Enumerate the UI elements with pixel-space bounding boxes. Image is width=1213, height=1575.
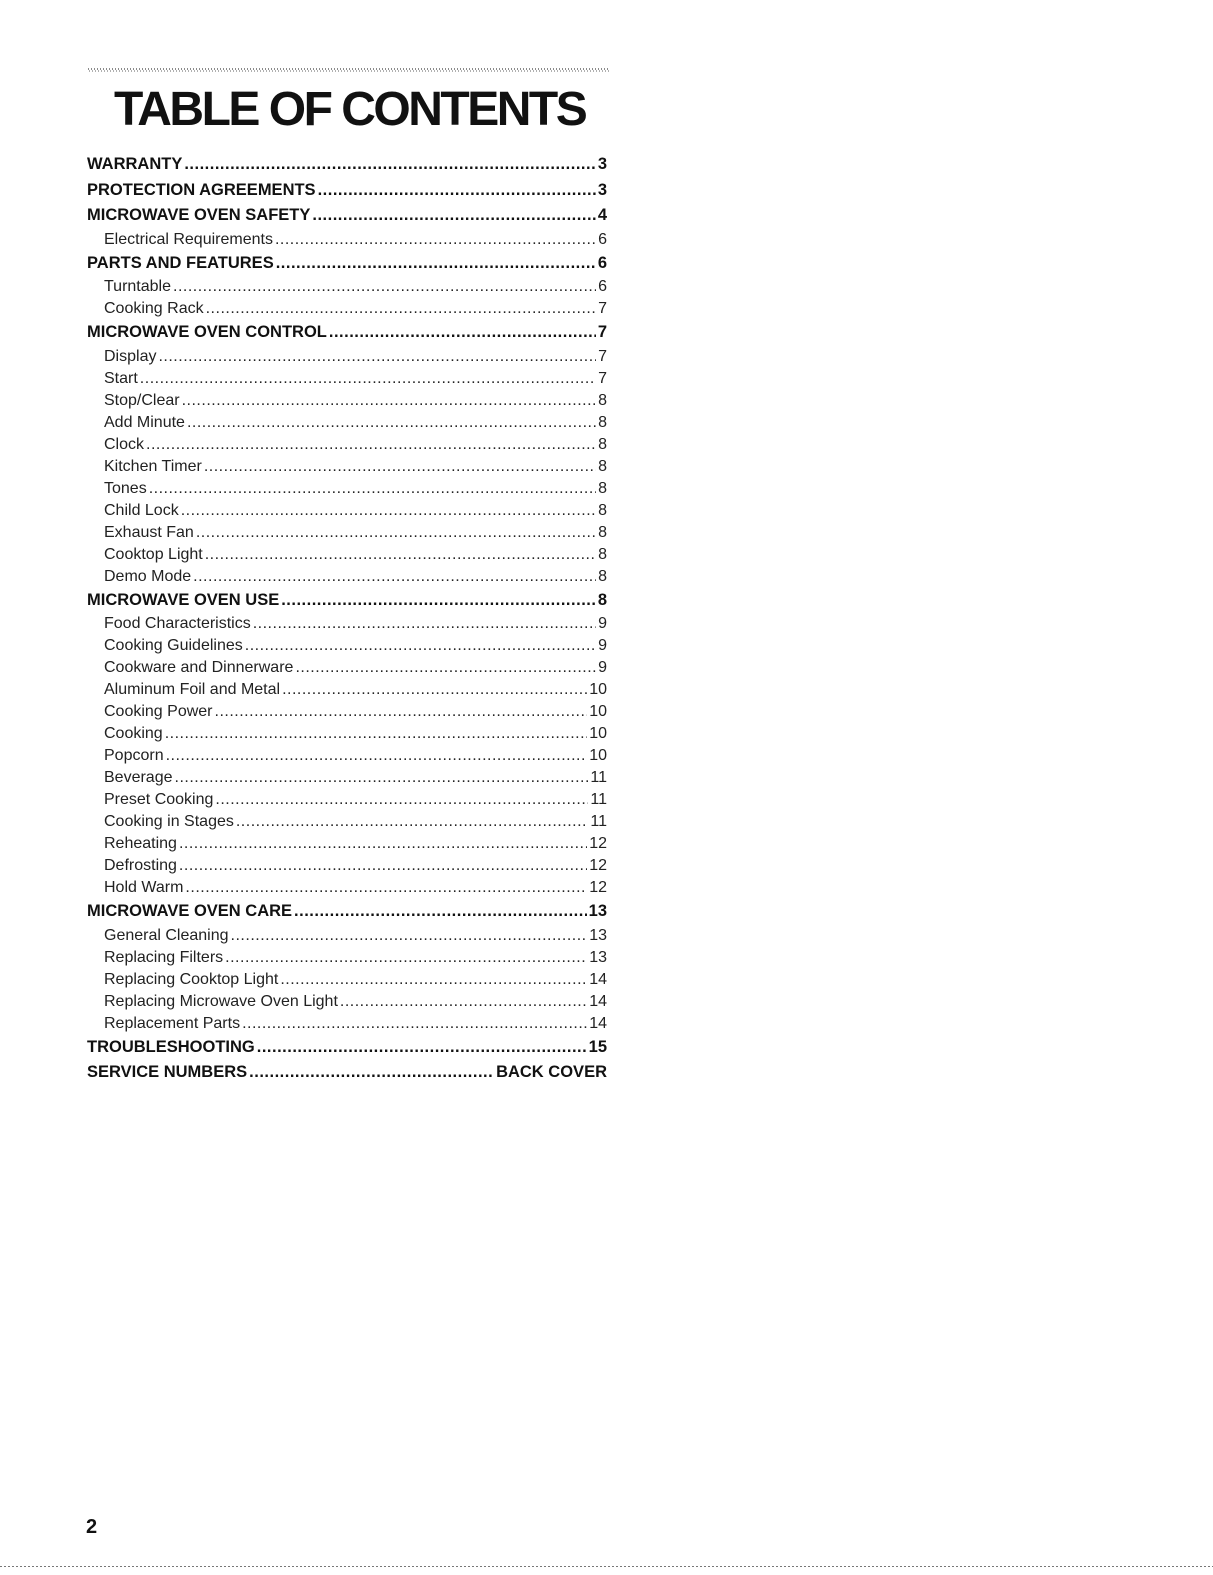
toc-entry[interactable] — [87, 152, 607, 178]
table-of-contents — [87, 152, 607, 1086]
toc-entry-page: 10 — [589, 725, 607, 742]
toc-entry-page: 8 — [598, 457, 607, 475]
toc-entry-page: 12 — [589, 879, 607, 896]
toc-entry-page: 7 — [597, 323, 607, 341]
toc-entry-page: 8 — [598, 501, 607, 519]
toc-entry-page: 10 — [589, 703, 607, 720]
dot-leader — [158, 346, 596, 368]
toc-entry-label: Display — [104, 347, 157, 365]
toc-entry-label: Replacing Filters — [104, 948, 224, 966]
top-dotted-rule — [88, 68, 610, 72]
toc-entry-label: Aluminum Foil and Metal — [104, 681, 281, 698]
dot-leader — [231, 925, 588, 947]
toc-subentry[interactable] — [87, 991, 607, 1013]
toc-entry-label: Electrical Requirements — [104, 230, 273, 248]
toc-entry[interactable] — [87, 178, 607, 204]
toc-subentry[interactable] — [87, 767, 607, 789]
dot-leader — [140, 368, 596, 390]
dot-leader — [340, 991, 587, 1013]
toc-entry-page: 12 — [589, 857, 607, 874]
toc-subentry[interactable] — [87, 877, 607, 899]
toc-entry-label: WARRANTY — [87, 155, 183, 173]
dot-leader — [146, 434, 596, 456]
dot-leader — [205, 544, 596, 566]
toc-subentry[interactable] — [87, 657, 607, 679]
toc-entry-label: Cooking Power — [104, 703, 213, 720]
toc-entry-page: 13 — [589, 948, 607, 966]
toc-entry-label: Cookware and Dinnerware — [104, 659, 294, 676]
toc-entry-label: Reheating — [104, 835, 177, 852]
dot-leader — [236, 811, 589, 833]
toc-subentry[interactable] — [87, 346, 607, 368]
dot-leader — [179, 855, 587, 877]
dot-leader — [193, 566, 596, 588]
dot-leader — [175, 767, 589, 789]
dot-leader — [165, 723, 588, 745]
toc-entry-page: 13 — [589, 926, 607, 944]
dot-leader — [312, 203, 595, 229]
toc-subentry[interactable] — [87, 745, 607, 767]
toc-entry-label: Add Minute — [104, 413, 185, 431]
toc-entry-label: Cooking in Stages — [104, 813, 234, 830]
toc-entry-label: MICROWAVE OVEN CARE — [87, 902, 293, 920]
toc-entry-label: Cooking Guidelines — [104, 637, 243, 654]
toc-entry-page: 8 — [598, 413, 607, 431]
dot-leader — [181, 500, 596, 522]
toc-entry-label: Replacing Microwave Oven Light — [104, 992, 338, 1010]
toc-subentry[interactable] — [87, 434, 607, 456]
toc-subentry[interactable] — [87, 701, 607, 723]
toc-entry-label: Exhaust Fan — [104, 523, 194, 541]
toc-entry-page: 7 — [598, 300, 607, 317]
toc-entry-page: 11 — [590, 769, 607, 786]
toc-entry-page: 8 — [598, 545, 607, 563]
dot-leader — [173, 276, 596, 298]
toc-entry-page: 8 — [598, 567, 607, 585]
toc-entry-page: 11 — [590, 791, 607, 808]
toc-subentry[interactable] — [87, 276, 607, 298]
dot-leader — [204, 456, 596, 478]
toc-entry-page: 14 — [589, 992, 607, 1010]
dot-leader — [179, 833, 587, 855]
toc-entry-label: Tones — [104, 479, 147, 497]
toc-entry-page: BACK COVER — [496, 1063, 607, 1081]
toc-entry-label: Defrosting — [104, 857, 177, 874]
toc-subentry[interactable] — [87, 478, 607, 500]
toc-subentry[interactable] — [87, 566, 607, 588]
dot-leader — [225, 947, 587, 969]
toc-entry-label: Cooktop Light — [104, 545, 203, 563]
toc-entry-label: Clock — [104, 435, 145, 453]
toc-subentry[interactable] — [87, 412, 607, 434]
toc-entry-label: Popcorn — [104, 747, 164, 764]
toc-entry-label: Child Lock — [104, 501, 179, 519]
dot-leader — [253, 613, 596, 635]
toc-subentry[interactable] — [87, 298, 607, 320]
dot-leader — [281, 588, 596, 614]
dot-leader — [276, 251, 596, 277]
toc-entry-page: 11 — [590, 813, 607, 830]
dot-leader — [196, 522, 596, 544]
toc-entry-page: 9 — [598, 615, 607, 632]
toc-entry-label: Replacing Cooktop Light — [104, 970, 279, 988]
toc-entry-page: 6 — [598, 230, 607, 248]
toc-subentry[interactable] — [87, 229, 607, 251]
dot-leader — [215, 789, 588, 811]
toc-entry-page: 6 — [597, 253, 607, 272]
dot-leader — [275, 229, 596, 251]
toc-entry-page: 8 — [598, 435, 607, 453]
dot-leader — [185, 877, 587, 899]
toc-entry-label: MICROWAVE OVEN CONTROL — [87, 323, 327, 341]
toc-entry-page: 3 — [597, 180, 607, 199]
page-number: 2 — [86, 1516, 98, 1538]
toc-subentry[interactable] — [87, 500, 607, 522]
toc-subentry[interactable] — [87, 522, 607, 544]
toc-entry-page: 15 — [588, 1037, 607, 1056]
toc-subentry[interactable] — [87, 855, 607, 877]
toc-subentry[interactable] — [87, 723, 607, 745]
dot-leader — [206, 298, 596, 320]
toc-entry-label: SERVICE NUMBERS — [87, 1063, 248, 1081]
dot-leader — [149, 478, 596, 500]
toc-entry-page: 4 — [597, 206, 607, 224]
toc-entry[interactable] — [87, 251, 607, 277]
toc-entry-label: PARTS AND FEATURES — [87, 253, 274, 272]
toc-entry[interactable] — [87, 899, 607, 925]
bottom-dotted-rule — [0, 1566, 1213, 1567]
toc-entry-label: Beverage — [104, 769, 173, 786]
toc-subentry[interactable] — [87, 390, 607, 412]
toc-entry-label: Cooking Rack — [104, 300, 204, 317]
toc-entry-page: 9 — [598, 637, 607, 654]
toc-entry-page: 7 — [598, 347, 607, 365]
toc-entry-label: Replacement Parts — [104, 1014, 241, 1032]
toc-entry[interactable] — [87, 1060, 607, 1086]
toc-entry-label: Preset Cooking — [104, 791, 214, 808]
dot-leader — [318, 178, 596, 204]
toc-subentry[interactable] — [87, 1013, 607, 1035]
toc-entry-page: 12 — [589, 835, 607, 852]
toc-entry-label: Start — [104, 369, 138, 387]
dot-leader — [280, 969, 587, 991]
dot-leader — [282, 679, 587, 701]
dot-leader — [249, 1060, 494, 1086]
dot-leader — [166, 745, 588, 767]
toc-entry-page: 8 — [598, 523, 607, 541]
toc-entry-page: 10 — [589, 681, 607, 698]
toc-subentry[interactable] — [87, 811, 607, 833]
toc-entry-label: MICROWAVE OVEN SAFETY — [87, 206, 311, 224]
toc-entry[interactable] — [87, 320, 607, 346]
toc-entry-label: Stop/Clear — [104, 391, 180, 409]
toc-entry-page: 8 — [597, 590, 607, 609]
toc-entry-page: 8 — [598, 391, 607, 409]
toc-subentry[interactable] — [87, 925, 607, 947]
toc-entry-label: Turntable — [104, 278, 171, 295]
toc-subentry[interactable] — [87, 679, 607, 701]
toc-entry-page: 7 — [598, 369, 607, 387]
toc-entry-page: 14 — [589, 1014, 607, 1032]
toc-entry-page: 8 — [598, 479, 607, 497]
dot-leader — [215, 701, 588, 723]
toc-entry-page: 10 — [589, 747, 607, 764]
dot-leader — [295, 657, 596, 679]
toc-entry-page: 6 — [598, 278, 607, 295]
toc-entry-label: TROUBLESHOOTING — [87, 1037, 255, 1056]
dot-leader — [184, 152, 595, 178]
toc-subentry[interactable] — [87, 613, 607, 635]
toc-entry-label: PROTECTION AGREEMENTS — [87, 180, 316, 199]
toc-entry-label: Food Characteristics — [104, 615, 251, 632]
toc-entry[interactable] — [87, 588, 607, 614]
toc-subentry[interactable] — [87, 947, 607, 969]
toc-entry-label: Hold Warm — [104, 879, 184, 896]
toc-subentry[interactable] — [87, 635, 607, 657]
toc-subentry[interactable] — [87, 969, 607, 991]
toc-entry-label: General Cleaning — [104, 926, 229, 944]
toc-entry[interactable] — [87, 1035, 607, 1061]
toc-subentry[interactable] — [87, 368, 607, 390]
toc-entry-label: Kitchen Timer — [104, 457, 202, 475]
dot-leader — [187, 412, 596, 434]
page-title: TABLE OF CONTENTS — [114, 83, 586, 136]
dot-leader — [294, 899, 587, 925]
toc-subentry[interactable] — [87, 833, 607, 855]
toc-entry-label: Demo Mode — [104, 567, 192, 585]
toc-entry-label: MICROWAVE OVEN USE — [87, 590, 280, 609]
dot-leader — [242, 1013, 587, 1035]
dot-leader — [329, 320, 596, 346]
dot-leader — [257, 1035, 587, 1061]
toc-subentry[interactable] — [87, 789, 607, 811]
toc-entry-page: 9 — [598, 659, 607, 676]
toc-subentry[interactable] — [87, 544, 607, 566]
toc-entry-label: Cooking — [104, 725, 163, 742]
toc-entry[interactable] — [87, 203, 607, 229]
toc-entry-page: 3 — [597, 155, 607, 173]
dot-leader — [245, 635, 596, 657]
toc-subentry[interactable] — [87, 456, 607, 478]
dot-leader — [182, 390, 597, 412]
toc-entry-page: 14 — [589, 970, 607, 988]
toc-entry-page: 13 — [588, 902, 607, 920]
